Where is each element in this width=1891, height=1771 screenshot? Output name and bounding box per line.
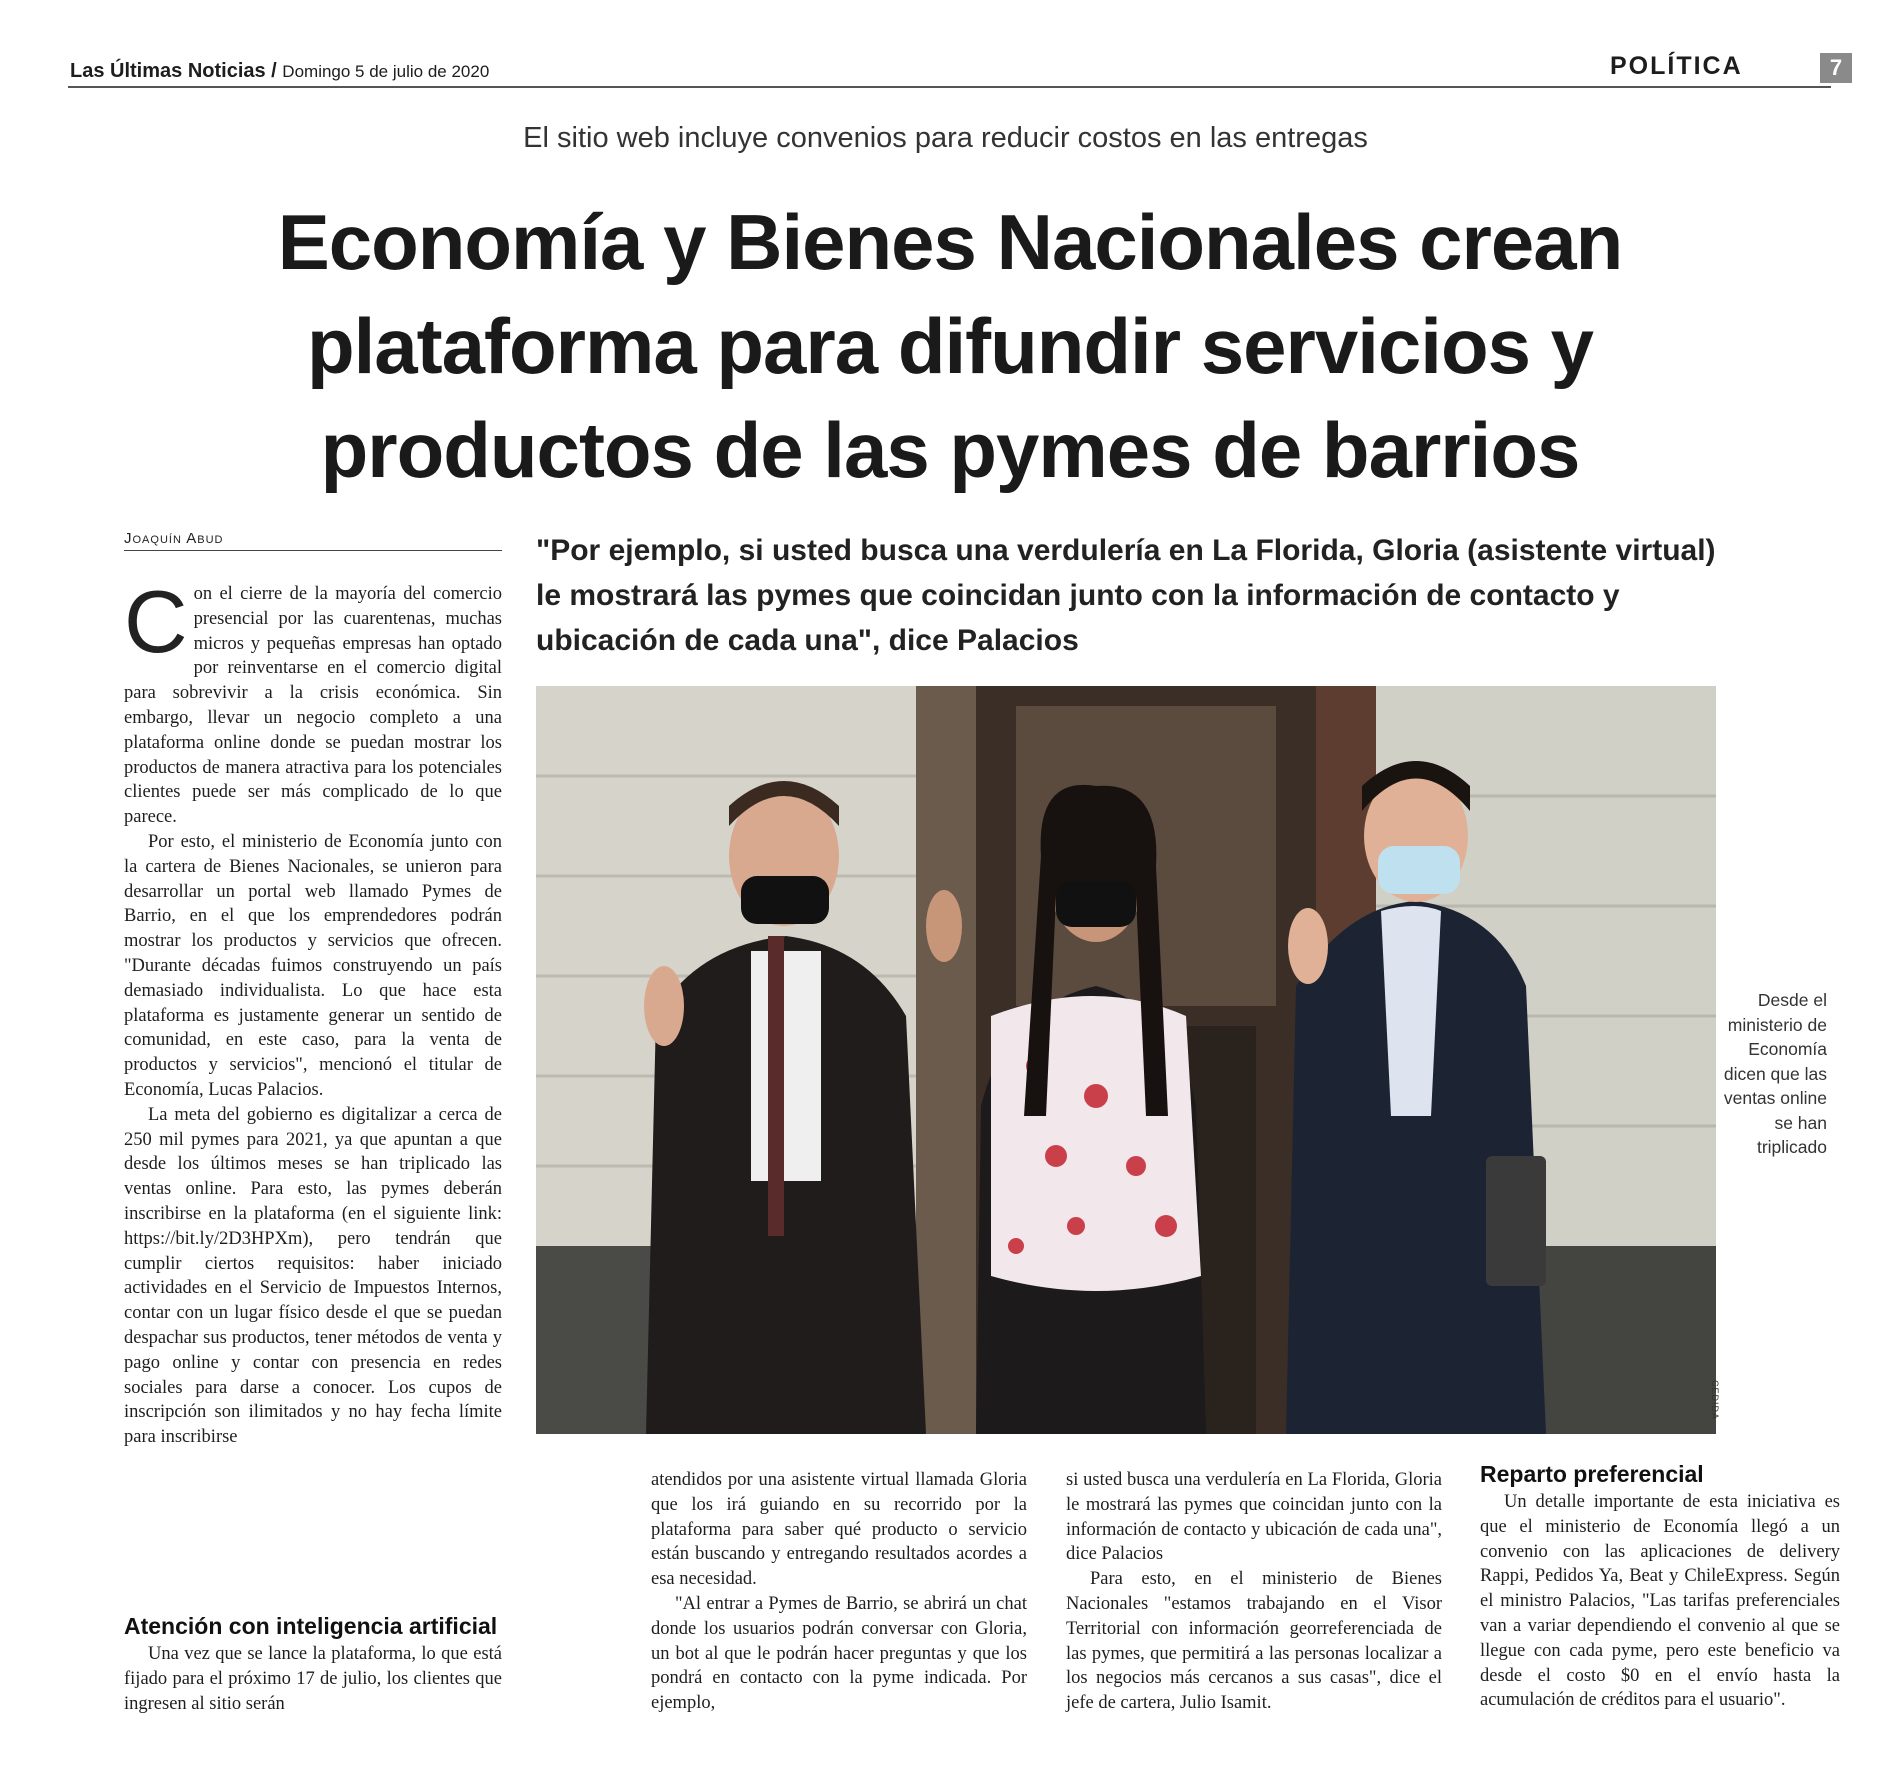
drop-cap: C — [124, 572, 188, 671]
article-headline — [150, 190, 1750, 502]
paragraph: La meta del gobierno es digitalizar a cerca de 250 mil pymes para 2021, ya que apuntan a que desde los últimos meses se han triplicado las ventas online. Para esto, las pymes deberán inscribirse en la plataforma (en el siguiente link: https://bit.ly/2D3HPXm), pero tendrán que cumplir ciertos requisitos: haber iniciado actividades en el Servicio de Impuestos Internos, contar con un lugar físico desde el que se puedan despachar sus productos, tener métodos de venta y pago online y contar con presencia en redes sociales para darse a conocer. Los cupos de inscripción son ilimitados y no hay fecha límite para inscribirse — [124, 1104, 502, 1448]
photo-credit: CEDIDA — [1710, 1380, 1720, 1421]
newspaper-name: Las Últimas Noticias — [70, 60, 266, 82]
article-column-4 — [1480, 1462, 1840, 1713]
byline-rule — [124, 550, 502, 551]
pull-quote: "Por ejemplo, si usted busca una verdulería en La Florida, Gloria (asistente virtual) le mostrará las pymes que coincidan junto con la información de contacto y ubicación de cada una", dice Palacios — [536, 534, 1716, 657]
photo-illustration — [536, 686, 1716, 1434]
headline-line-2: plataforma para difundir servicios y — [306, 302, 1594, 390]
paragraph: Para esto, en el ministerio de Bienes Nacionales "estamos trabajando en el Visor Territorial con información georreferenciada de las pymes, que permitirá a las personas localizar a los negocios más cercanos a sus casas", dice el jefe de cartera, Julio Isamit. — [1066, 1569, 1442, 1714]
article-column-1-bottom — [124, 1614, 502, 1716]
byline: Joaquín Abud — [124, 530, 224, 547]
section-label: POLÍTICA — [1610, 52, 1743, 80]
paragraph: Una vez que se lance la plataforma, lo que está fijado para el próximo 17 de julio, los clientes que ingresen al sitio serán — [124, 1644, 502, 1714]
paragraph: "Al entrar a Pymes de Barrio, se abrirá un chat donde los usuarios podrán conversar con Gloria, un bot al que le podrán hacer preguntas y que los pondrá en contacto con la pyme indicada. Por ejemplo, — [651, 1593, 1027, 1714]
article-photo — [536, 686, 1716, 1434]
headline-line-1: Economía y Bienes Nacionales crean — [277, 198, 1623, 286]
article-kicker: El sitio web incluye convenios para reducir costos en las entregas — [523, 122, 1368, 154]
page-number: 7 — [1820, 53, 1852, 83]
photo-caption: Desde el ministerio de Economía dicen que las ventas online se han triplicado — [1723, 990, 1827, 1157]
subheading-delivery: Reparto preferencial — [1480, 1461, 1704, 1487]
paragraph: atendidos por una asistente virtual llamada Gloria que los irá guiando en su recorrido por la plataforma para saber qué producto o servicio están buscando y entregando resultados acordes a esa necesidad. — [651, 1470, 1027, 1590]
masthead-left — [70, 60, 489, 83]
subheading-ai: Atención con inteligencia artificial — [124, 1613, 498, 1639]
masthead-divider — [68, 86, 1831, 88]
issue-date: Domingo 5 de julio de 2020 — [282, 62, 490, 81]
paragraph: on el cierre de la mayoría del comercio presencial por las cuarentenas, muchas micros y pequeñas empresas han optado por reinventarse en el comercio digital para sobrevivir a la crisis económica. Sin embargo, llevar un negocio completo a una plataforma online donde se puedan mostrar los productos de manera atractiva para los potenciales clientes puede ser más complicado de lo que parece. — [124, 584, 502, 828]
paragraph: Un detalle importante de esta iniciativa es que el ministerio de Economía llegó a un convenio con las aplicaciones de delivery Rappi, Pedidos Ya, Beat y ChileExpress. Según el ministro Palacios, "Las tarifas preferenciales van a variar dependiendo el convenio al que se llegue con cada pyme, pero este beneficio va desde el costo $0 en el envío hasta la acumulación de créditos para el usuario". — [1480, 1492, 1840, 1711]
paragraph: si usted busca una verdulería en La Florida, Gloria le mostrará las pymes que coincidan junto con la información de contacto y ubicación de cada una", dice Palacios — [1066, 1470, 1442, 1565]
masthead-separator: / — [265, 60, 283, 82]
article-column-2 — [651, 1468, 1027, 1716]
paragraph: Por esto, el ministerio de Economía junto con la cartera de Bienes Nacionales, se unieron para desarrollar un portal web llamado Pymes de Barrio, en el que los emprendedores podrán mostrar los productos y servicios que ofrecen. "Durante décadas fuimos construyendo un país demasiado individualista. Lo que hace esta plataforma es justamente generar un sentido de comunidad, en este caso, para la venta de productos y servicios", mencionó el titular de Economía, Lucas Palacios. — [124, 831, 502, 1100]
article-column-3 — [1066, 1468, 1442, 1716]
article-column-1 — [124, 572, 502, 1450]
headline-line-3: productos de las pymes de barrios — [320, 406, 1580, 494]
